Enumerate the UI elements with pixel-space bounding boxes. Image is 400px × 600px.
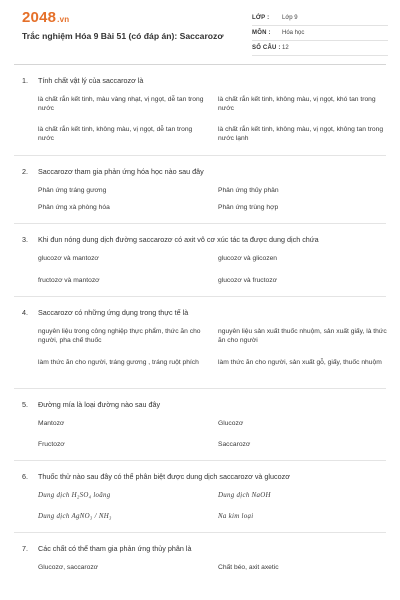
answer-option[interactable]: làm thức ăn cho người, sản xuất gỗ, giấy, thuốc nhuộm [218, 359, 382, 366]
answer-option[interactable]: Mantozơ [38, 420, 65, 427]
answer-options [0, 95, 400, 145]
quiz-meta [252, 11, 388, 56]
question-divider [14, 460, 386, 461]
answer-option[interactable]: nguyên liệu sản xuất thuốc nhuộm, sản xuất giấy, là thức ăn cho người [218, 328, 387, 345]
question-text: Khi đun nóng dung dịch đường saccarozơ có axit vô cơ xúc tác ta được dung dịch chứa [38, 235, 319, 244]
question-number: 7. [22, 544, 28, 553]
page-header [0, 0, 400, 58]
question-stem [0, 167, 400, 176]
meta-value: Hóa học [282, 30, 305, 36]
answer-options [0, 254, 400, 286]
answer-option[interactable]: Fructozơ [38, 441, 65, 448]
question-text: Đường mía là loại đường nào sau đây [38, 400, 161, 409]
logo-suffix: .vn [57, 15, 70, 24]
question-5 [0, 400, 400, 450]
answer-option[interactable]: Saccarozơ [218, 441, 251, 448]
meta-row-subject [252, 26, 388, 41]
header-divider [14, 64, 386, 65]
meta-row-count [252, 41, 388, 56]
answer-option[interactable]: Glucozơ, saccarozơ [38, 564, 99, 571]
answer-option[interactable]: glucozơ và fructozơ [218, 277, 277, 284]
answer-option[interactable]: là chất rắn kết tinh, không màu, vị ngọt, không tan trong nước lạnh [218, 126, 384, 143]
question-stem [0, 472, 400, 481]
question-stem [0, 400, 400, 409]
question-3 [0, 235, 400, 286]
answer-option[interactable]: Na kim loại [218, 513, 254, 520]
question-number: 5. [22, 400, 28, 409]
answer-option[interactable]: glucozơ và glicozen [218, 255, 278, 262]
question-divider [14, 296, 386, 297]
site-logo[interactable] [22, 9, 69, 26]
answer-option[interactable]: là chất rắn kết tinh, không màu, vị ngọt, dễ tan trong nước [38, 126, 193, 143]
answer-option[interactable]: fructozơ và mantozơ [38, 277, 100, 284]
answer-options [0, 491, 400, 522]
question-divider [14, 223, 386, 224]
answer-option[interactable]: Phản ứng xà phòng hóa [38, 204, 110, 211]
question-6 [0, 472, 400, 522]
answer-option[interactable]: Phản ứng tráng gương [38, 187, 107, 194]
answer-option[interactable]: là chất rắn kết tinh, không màu, vị ngọt, khó tan trong nước [218, 96, 376, 113]
question-2 [0, 167, 400, 213]
question-list [0, 76, 400, 573]
question-text: Saccarozơ tham gia phản ứng hóa học nào sau đây [38, 167, 204, 176]
answer-option[interactable]: nguyên liệu trong công nghiệp thực phẩm, thức ăn cho người, pha chế thuốc [38, 328, 201, 345]
question-4 [0, 308, 400, 378]
answer-options [0, 563, 400, 573]
question-text: Các chất có thể tham gia phản ứng thủy phân là [38, 544, 192, 553]
question-number: 6. [22, 472, 28, 481]
meta-key: SỐ CÂU : [252, 45, 281, 51]
answer-option[interactable]: Dung dịch NaOH [218, 492, 271, 499]
answer-option[interactable]: Dung dịch AgNO₃ / NH₃ [38, 513, 112, 520]
answer-option[interactable]: Chất béo, axit axetic [218, 564, 279, 571]
question-stem [0, 308, 400, 317]
question-divider [14, 388, 386, 389]
question-stem [0, 544, 400, 553]
question-7 [0, 544, 400, 573]
answer-option[interactable]: làm thức ăn cho người, tráng gương , tráng ruột phích [38, 359, 199, 366]
answer-option[interactable]: glucozơ và mantozơ [38, 255, 99, 262]
answer-option[interactable]: Dung dịch H₂SO₄ loãng [38, 492, 111, 499]
meta-value: 12 [282, 45, 289, 51]
answer-option[interactable]: là chất rắn kết tinh, màu vàng nhạt, vị ngọt, dễ tan trong nước [38, 96, 204, 113]
meta-value: Lớp 9 [282, 15, 298, 21]
answer-options [0, 186, 400, 213]
question-stem [0, 235, 400, 244]
question-divider [14, 155, 386, 156]
question-text: Thuốc thử nào sau đây có thể phân biệt được dung dịch saccarozơ và glucozơ [38, 472, 290, 481]
question-number: 3. [22, 235, 28, 244]
answer-options [0, 419, 400, 450]
meta-key: LỚP : [252, 15, 270, 21]
answer-options [0, 327, 400, 378]
answer-option[interactable]: Phản ứng thủy phân [218, 187, 279, 194]
meta-row-class [252, 11, 388, 26]
meta-key: MÔN : [252, 30, 271, 36]
question-1 [0, 76, 400, 145]
page-title: Trắc nghiệm Hóa 9 Bài 51 (có đáp án): Saccarozơ [22, 31, 224, 41]
answer-option[interactable]: Glucozơ [218, 420, 244, 427]
answer-option[interactable]: Phản ứng trùng hợp [218, 204, 279, 211]
question-number: 1. [22, 76, 28, 85]
question-stem [0, 76, 400, 85]
question-text: Tính chất vật lý của saccarozơ là [38, 76, 144, 85]
question-number: 2. [22, 167, 28, 176]
logo-text: 2048 [22, 9, 57, 26]
question-divider [14, 532, 386, 533]
question-text: Saccarozơ có những ứng dụng trong thực tế là [38, 308, 189, 317]
question-number: 4. [22, 308, 28, 317]
